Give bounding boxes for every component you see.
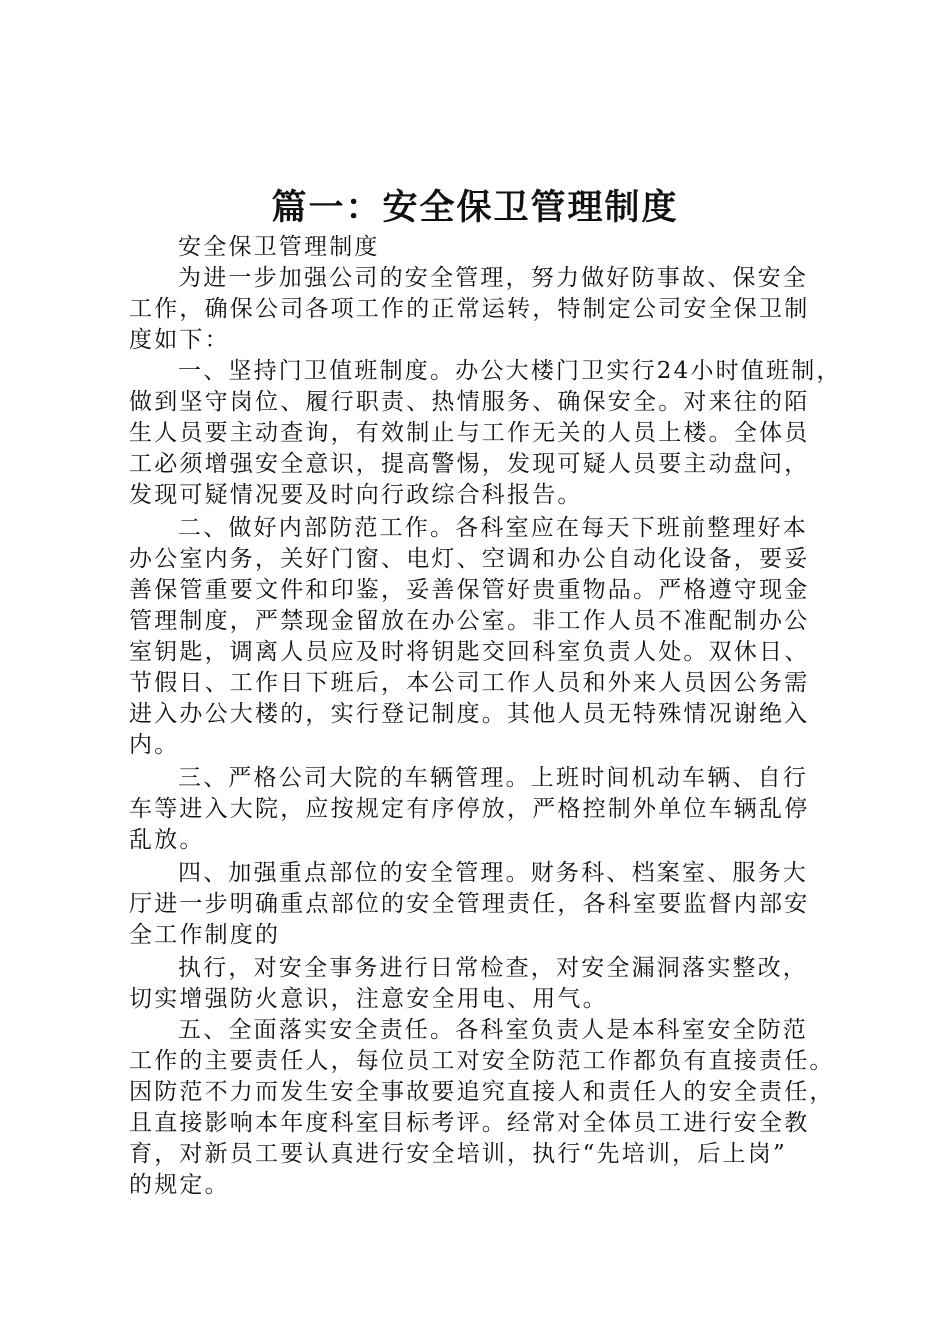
text-line: 四、加强重点部位的安全管理。财务科、档案室、服务大 bbox=[178, 860, 808, 886]
text-line: 五、全面落实安全责任。各科室负责人是本科室安全防范 bbox=[178, 1017, 808, 1043]
text-line: 度如下： bbox=[129, 327, 230, 353]
text-line: 安全保卫管理制度 bbox=[178, 234, 380, 260]
text-line: 进入办公大楼的，实行登记制度。其他人员无特殊情况谢绝入 bbox=[129, 701, 810, 727]
text-line: 内。 bbox=[129, 732, 180, 758]
text-line: 全工作制度的 bbox=[129, 922, 281, 948]
text-line: 厅进一步明确重点部位的安全管理责任，各科室要监督内部安 bbox=[129, 891, 810, 917]
text-line: 工作，确保公司各项工作的正常运转，特制定公司安全保卫制 bbox=[129, 296, 810, 322]
text-line: 生人员要主动查询，有效制止与工作无关的人员上楼。全体员 bbox=[129, 420, 810, 446]
text-line: 办公室内务，关好门窗、电灯、空调和办公自动化设备，要妥 bbox=[129, 546, 810, 572]
text-line: 且直接影响本年度科室目标考评。经常对全体员工进行安全教 bbox=[129, 1110, 810, 1136]
text-line: 三、严格公司大院的车辆管理。上班时间机动车辆、自行 bbox=[178, 765, 808, 791]
text-line: 乱放。 bbox=[129, 827, 205, 853]
text-line: 为进一步加强公司的安全管理，努力做好防事故、保安全 bbox=[178, 265, 808, 291]
text-line: 切实增强防火意识，注意安全用电、用气。 bbox=[129, 986, 608, 1012]
document-title: 篇一：安全保卫管理制度 bbox=[271, 187, 679, 228]
text-line: 做到坚守岗位、履行职责、热情服务、确保安全。对来往的陌 bbox=[129, 389, 810, 415]
text-line: 车等进入大院，应按规定有序停放，严格控制外单位车辆乱停 bbox=[129, 796, 810, 822]
document-body bbox=[129, 232, 842, 1201]
text-line: 二、做好内部防范工作。各科室应在每天下班前整理好本 bbox=[178, 515, 808, 541]
text-line: 善保管重要文件和印鉴，妥善保管好贵重物品。严格遵守现金 bbox=[129, 577, 810, 603]
text-line: 工作的主要责任人，每位员工对安全防范工作都负有直接责任。 bbox=[129, 1048, 835, 1074]
text-line: 的规定。 bbox=[129, 1172, 230, 1198]
text-line: 工必须增强安全意识，提高警惕，发现可疑人员要主动盘问， bbox=[129, 451, 810, 477]
text-line: 一、坚持门卫值班制度。办公大楼门卫实行24小时值班制， bbox=[178, 358, 842, 384]
text-line: 节假日、工作日下班后，本公司工作人员和外来人员因公务需 bbox=[129, 670, 810, 696]
text-line: 发现可疑情况要及时向行政综合科报告。 bbox=[129, 482, 583, 508]
text-line: 室钥匙，调离人员应及时将钥匙交回科室负责人处。双休日、 bbox=[129, 639, 810, 665]
text-line: 因防范不力而发生安全事故要追究直接人和责任人的安全责任， bbox=[129, 1079, 835, 1105]
text-line: 执行，对安全事务进行日常检查，对安全漏洞落实整改， bbox=[178, 955, 808, 981]
text-line: 育，对新员工要认真进行安全培训，执行“先培训，后上岗” bbox=[129, 1141, 787, 1167]
text-line: 管理制度，严禁现金留放在办公室。非工作人员不准配制办公 bbox=[129, 608, 810, 634]
